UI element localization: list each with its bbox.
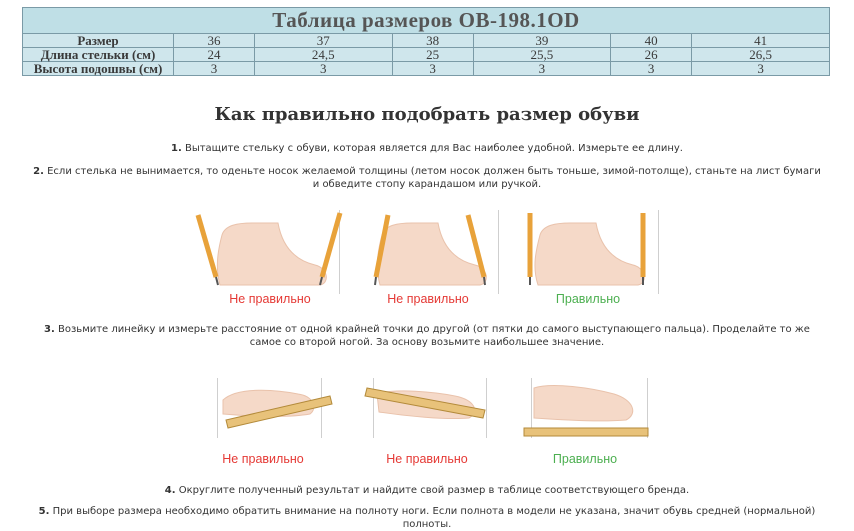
foot-ruler-wrong-2-illustration [365,380,490,435]
caption-wrong: Не правильно [386,452,468,466]
table-cell: 36 [174,34,255,48]
step-number: 1. [171,143,182,154]
foot-ruler-right-illustration [522,380,652,440]
row-label-sole-height: Высота подошвы (см) [23,62,174,76]
page-heading: Как правильно подобрать размер обуви [214,104,640,125]
step-number: 4. [164,485,176,496]
table-cell: 3 [255,62,393,76]
table-cell: 26 [611,48,692,62]
caption-wrong: Не правильно [222,452,304,466]
step-text: Вытащите стельку с обуви, которая является для Вас наиболее удобной. Измерьте ее длину. [184,143,683,154]
step-number: 5. [38,506,50,517]
step-2 [30,165,824,191]
size-table-title: Таблица размеров OB-198.1OD [23,8,830,34]
size-table [22,7,830,76]
table-cell: 41 [692,34,830,48]
caption-wrong: Не правильно [229,292,311,306]
row-label-size: Размер [23,34,174,48]
table-cell: 38 [392,34,473,48]
table-cell: 40 [611,34,692,48]
step-number: 3. [44,324,55,335]
step-text: При выборе размера необходимо обратить внимание на полноту ноги. Если полнота в модели не указана, значит обувь средней (нормальной) полноты. [52,506,816,530]
foot-pencil-wrong-2-illustration [350,205,500,295]
table-cell: 3 [692,62,830,76]
table-cell: 3 [611,62,692,76]
table-cell: 25,5 [473,48,611,62]
step-text: Если стелька не вынимается, то оденьте носок желаемой толщины (летом носок должен быть тоньше, зимой-потолще), станьте на лист бумаги и обведите стопу карандашом или ручкой. [47,166,821,190]
foot-ruler-wrong-1-illustration [218,380,338,435]
foot-pencil-right-illustration [510,205,660,295]
table-cell: 26,5 [692,48,830,62]
table-cell: 3 [392,62,473,76]
table-cell: 39 [473,34,611,48]
step-1 [30,142,824,155]
table-cell: 3 [174,62,255,76]
table-row [23,34,830,48]
table-cell: 24,5 [255,48,393,62]
caption-right: Правильно [552,452,618,466]
caption-right: Правильно [555,292,621,306]
step-number: 2. [33,166,44,177]
table-cell: 37 [255,34,393,48]
caption-wrong: Не правильно [387,292,469,306]
step-3 [30,323,824,349]
table-row [23,48,830,62]
table-cell: 3 [473,62,611,76]
step-5 [30,505,824,531]
table-cell: 24 [174,48,255,62]
step-4 [30,484,824,497]
step-text: Округлите полученный результат и найдите свой размер в таблице соответствующего бренда. [178,485,690,496]
table-cell: 25 [392,48,473,62]
foot-pencil-wrong-1-illustration [190,205,340,295]
step-text: Возьмите линейку и измерьте расстояние от одной крайней точки до другой (от пятки до самого выступающего пальца). Проделайте то же самое со второй ногой. За основу возьмите наибольшее значение. [58,324,810,348]
row-label-insole-length: Длина стельки (см) [23,48,174,62]
table-row [23,62,830,76]
